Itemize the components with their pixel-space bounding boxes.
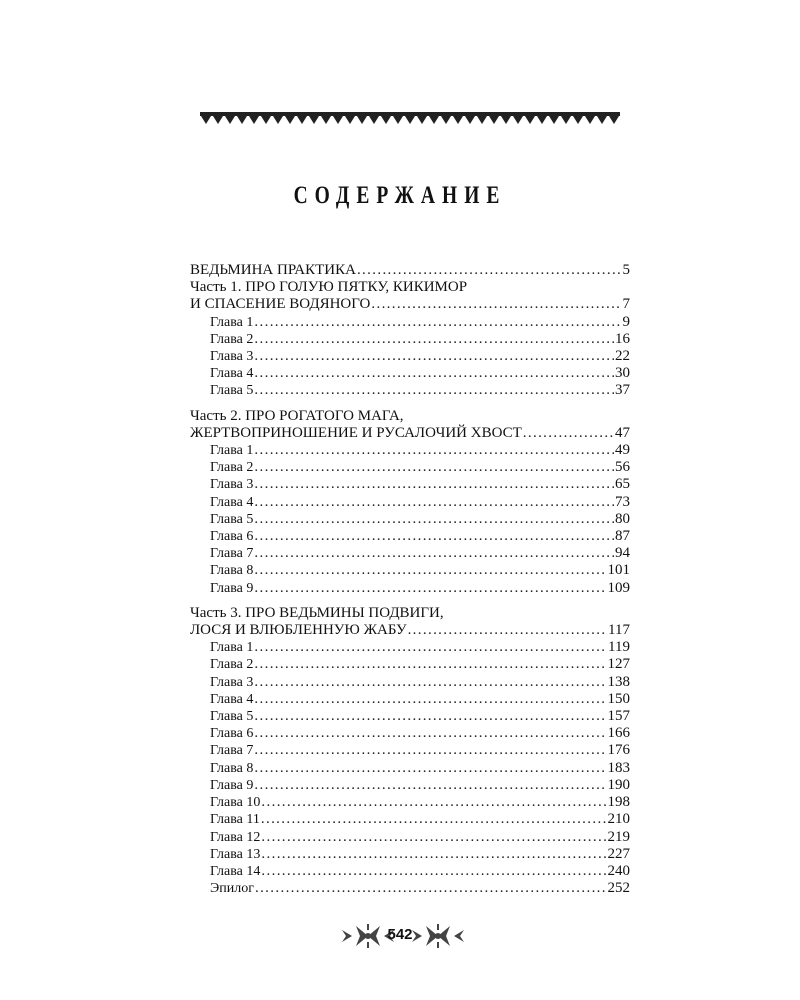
dot-leader (261, 794, 606, 811)
dot-leader (254, 476, 614, 493)
toc-entry-part-2 (190, 425, 630, 442)
chapter-label: Глава 9 (210, 580, 254, 596)
chapter-label: Глава 3 (210, 349, 254, 365)
chapter-label: Глава 5 (210, 511, 254, 527)
toc-entry-chapter (190, 545, 630, 562)
border-triangle (597, 116, 607, 124)
toc-entry-chapter (190, 314, 630, 331)
chapter-label: Глава 4 (210, 691, 254, 707)
border-triangle (453, 116, 463, 124)
chapter-label: Глава 10 (210, 795, 261, 811)
dot-leader (254, 639, 607, 656)
border-triangle (237, 116, 247, 124)
chapter-label: Глава 3 (210, 674, 254, 690)
toc-entry-part-1 (190, 296, 630, 313)
chapter-label: Глава 13 (210, 846, 261, 862)
chapter-label: Глава 6 (210, 529, 254, 545)
dot-leader (254, 382, 614, 399)
chapter-label: Глава 9 (210, 777, 254, 793)
toc-entry-chapter (190, 829, 630, 846)
part-3-chapters (190, 639, 630, 880)
border-triangle (357, 116, 367, 124)
dot-leader (254, 459, 614, 476)
chapter-page: 73 (615, 493, 630, 510)
chapter-page: 109 (607, 579, 630, 596)
chapter-label: Глава 7 (210, 546, 254, 562)
chapter-label: Глава 11 (210, 812, 260, 828)
toc-entry-chapter (190, 794, 630, 811)
chapter-label: Глава 1 (210, 640, 254, 656)
dot-leader (254, 656, 606, 673)
chapter-label: Глава 5 (210, 383, 254, 399)
toc-entry-chapter (190, 691, 630, 708)
epilogue-page: 252 (607, 880, 630, 897)
chapter-page: 65 (615, 476, 630, 493)
border-triangle (213, 116, 223, 124)
dot-leader (254, 580, 606, 597)
chapter-page: 49 (615, 442, 630, 459)
chapter-page: 240 (607, 862, 630, 879)
dot-leader (254, 511, 614, 528)
toc-entry-chapter (190, 365, 630, 382)
toc-entry-chapter (190, 580, 630, 597)
toc-entry-chapter (190, 708, 630, 725)
chapter-page: 16 (615, 330, 630, 347)
page-number: 542 (387, 926, 413, 943)
border-triangle (225, 116, 235, 124)
toc-entry-chapter (190, 846, 630, 863)
chapter-label: Глава 4 (210, 366, 254, 382)
border-triangle (405, 116, 415, 124)
toc-entry-epilogue (190, 880, 630, 897)
dot-leader (254, 545, 614, 562)
border-triangle (465, 116, 475, 124)
border-triangle (381, 116, 391, 124)
toc-entry-chapter (190, 459, 630, 476)
border-triangle (309, 116, 319, 124)
dot-leader (254, 674, 606, 691)
dot-leader (254, 314, 621, 331)
chapter-label: Глава 8 (210, 563, 254, 579)
border-triangle (429, 116, 439, 124)
toc-entry-chapter (190, 382, 630, 399)
toc-entry-chapter (190, 442, 630, 459)
border-triangle (333, 116, 343, 124)
part-2-page: 47 (615, 424, 630, 441)
border-triangle (441, 116, 451, 124)
chapter-page: 157 (607, 708, 630, 725)
dot-leader (254, 777, 606, 794)
dot-leader (371, 296, 621, 313)
dot-leader (254, 725, 606, 742)
border-triangle (561, 116, 571, 124)
dot-leader (408, 622, 607, 639)
border-triangle (273, 116, 283, 124)
part-1-chapters (190, 314, 630, 400)
chapter-page: 190 (607, 776, 630, 793)
border-triangle (513, 116, 523, 124)
dot-leader (261, 846, 606, 863)
chapter-page: 9 (622, 313, 630, 330)
border-triangle (525, 116, 535, 124)
border-triangle (369, 116, 379, 124)
chapter-page: 150 (607, 690, 630, 707)
chapter-page: 219 (607, 828, 630, 845)
dot-leader (254, 708, 606, 725)
page-title: СОДЕРЖАНИЕ (293, 182, 507, 209)
border-triangle (321, 116, 331, 124)
border-triangle (501, 116, 511, 124)
chapter-page: 87 (615, 528, 630, 545)
chapter-page: 127 (607, 656, 630, 673)
dot-leader (357, 262, 622, 279)
chapter-page: 176 (607, 742, 630, 759)
chapter-page: 101 (607, 562, 630, 579)
dot-leader (254, 691, 606, 708)
border-triangle (585, 116, 595, 124)
part-1-title-line1: Часть 1. ПРО ГОЛУЮ ПЯТКУ, КИКИМОР (190, 279, 468, 296)
chapter-page: 138 (607, 673, 630, 690)
dot-leader (261, 829, 606, 846)
toc-entry-chapter (190, 811, 630, 828)
chapter-page: 30 (615, 365, 630, 382)
toc-entry-chapter (190, 777, 630, 794)
toc-entry-chapter (190, 476, 630, 493)
chapter-label: Глава 12 (210, 829, 261, 845)
chapter-label: Глава 2 (210, 460, 254, 476)
toc-entry-chapter (190, 656, 630, 673)
part-2-chapters (190, 442, 630, 597)
dot-leader (254, 365, 614, 382)
chapter-label: Глава 5 (210, 709, 254, 725)
border-triangle (345, 116, 355, 124)
border-triangle (261, 116, 271, 124)
epilogue-label: Эпилог (210, 881, 254, 897)
part-3-title-line1: Часть 3. ПРО ВЕДЬМИНЫ ПОДВИГИ, (190, 604, 444, 621)
chapter-label: Глава 1 (210, 443, 254, 459)
chapter-page: 227 (607, 845, 630, 862)
dot-leader (254, 442, 614, 459)
chapter-page: 22 (615, 348, 630, 365)
dot-leader (261, 811, 607, 828)
chapter-label: Глава 4 (210, 494, 254, 510)
chapter-label: Глава 8 (210, 760, 254, 776)
dot-leader (523, 425, 614, 442)
page-footer (0, 922, 800, 950)
folk-ornament-icon (408, 922, 468, 950)
dot-leader (254, 348, 614, 365)
dot-leader (254, 494, 614, 511)
toc-entry-chapter (190, 742, 630, 759)
border-triangle (393, 116, 403, 124)
border-triangle (537, 116, 547, 124)
part-2-title-line1: Часть 2. ПРО РОГАТОГО МАГА, (190, 407, 404, 424)
table-of-contents (190, 262, 630, 897)
chapter-page: 56 (615, 459, 630, 476)
dot-leader (254, 331, 614, 348)
border-triangle (609, 116, 619, 124)
border-triangle (549, 116, 559, 124)
toc-entry-chapter (190, 562, 630, 579)
part-1-page: 7 (622, 296, 630, 313)
chapter-label: Глава 1 (210, 314, 254, 330)
part-2-title-line2: ЖЕРТВОПРИНОШЕНИЕ И РУСАЛОЧИЙ ХВОСТ (190, 424, 522, 441)
border-triangle (249, 116, 259, 124)
dot-leader (254, 562, 606, 579)
dot-leader (255, 880, 607, 897)
border-triangle (573, 116, 583, 124)
toc-intro-label: ВЕДЬМИНА ПРАКТИКА (190, 262, 356, 278)
part-1-title-line2: И СПАСЕНИЕ ВОДЯНОГО (190, 296, 371, 313)
chapter-page: 166 (607, 725, 630, 742)
toc-entry-chapter (190, 528, 630, 545)
border-triangle (489, 116, 499, 124)
toc-intro-page: 5 (622, 262, 630, 278)
toc-entry-part-3 (190, 622, 630, 639)
toc-entry-chapter (190, 494, 630, 511)
chapter-page: 119 (608, 639, 630, 656)
border-triangle (285, 116, 295, 124)
border-triangle (417, 116, 427, 124)
border-triangle (201, 116, 211, 124)
dot-leader (254, 528, 614, 545)
chapter-label: Глава 7 (210, 743, 254, 759)
part-3-title-line2: ЛОСЯ И ВЛЮБЛЕННУЮ ЖАБУ (190, 622, 407, 639)
chapter-page: 80 (615, 510, 630, 527)
part-3-page: 117 (608, 622, 630, 639)
chapter-page: 37 (615, 382, 630, 399)
toc-entry-chapter (190, 863, 630, 880)
decorative-border-top (200, 112, 620, 126)
chapter-label: Глава 6 (210, 726, 254, 742)
dot-leader (254, 742, 606, 759)
toc-entry-chapter (190, 511, 630, 528)
toc-entry-intro (190, 262, 630, 279)
toc-entry-chapter (190, 760, 630, 777)
dot-leader (254, 760, 606, 777)
toc-entry-chapter (190, 331, 630, 348)
toc-entry-chapter (190, 348, 630, 365)
border-triangle (477, 116, 487, 124)
chapter-label: Глава 3 (210, 477, 254, 493)
toc-entry-chapter (190, 639, 630, 656)
border-triangle (297, 116, 307, 124)
chapter-label: Глава 2 (210, 657, 254, 673)
toc-entry-chapter (190, 674, 630, 691)
chapter-page: 210 (607, 811, 630, 828)
chapter-label: Глава 2 (210, 331, 254, 347)
chapter-page: 198 (607, 794, 630, 811)
toc-entry-chapter (190, 725, 630, 742)
chapter-label: Глава 14 (210, 863, 261, 879)
chapter-page: 183 (607, 759, 630, 776)
chapter-page: 94 (615, 545, 630, 562)
dot-leader (261, 863, 606, 880)
